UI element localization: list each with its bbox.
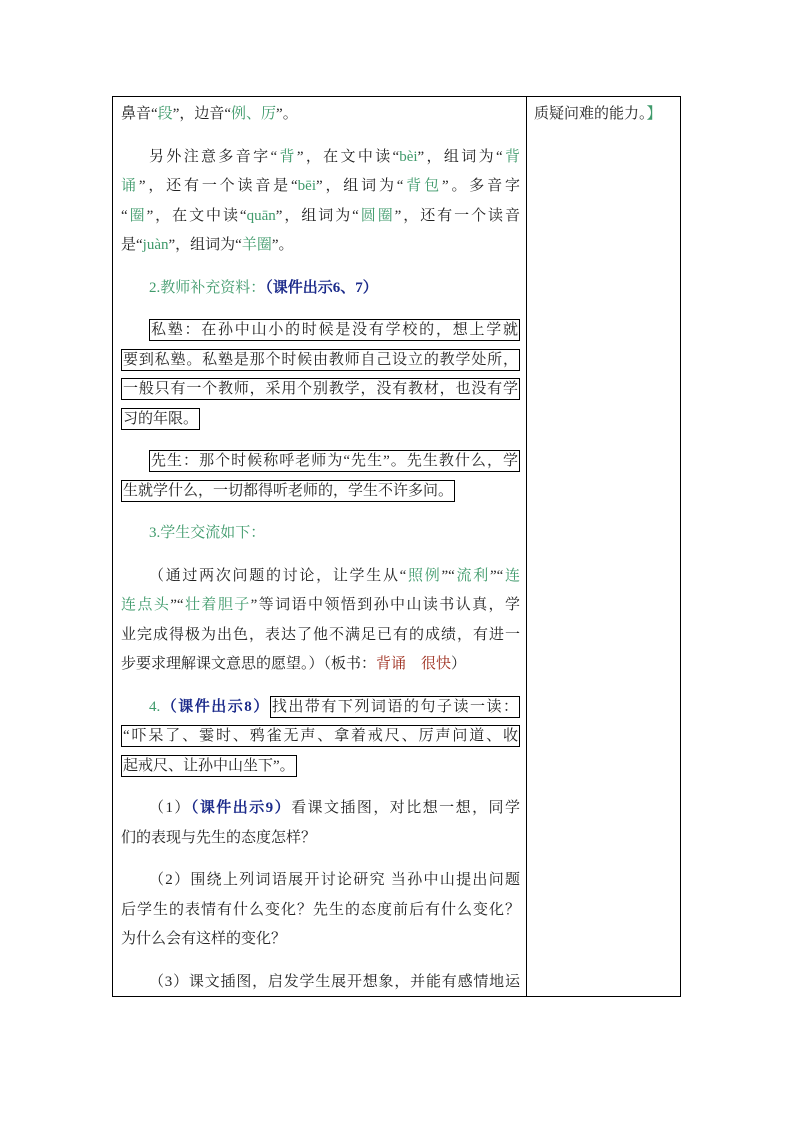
vocabulary-reading-task (121, 693, 520, 782)
highlighted-term: 连点头 (121, 597, 171, 613)
highlighted-term: 连 (503, 567, 520, 584)
text-segment: 为什么会有这样的变化？ (121, 931, 287, 947)
right-cell-line (534, 100, 676, 130)
discussion-summary-paragraph (121, 562, 520, 680)
text-line (121, 405, 520, 435)
text-segment: ”，在文中读“ (146, 207, 247, 224)
student-exchange-heading (121, 519, 520, 549)
boxed-text: 找出带有下列词语的句子读一读： (270, 696, 520, 718)
text-line (121, 274, 520, 304)
right-cell-text: 质疑问难的能力。 (534, 106, 647, 122)
boxed-text: “吓呆了、霎时、鸦雀无声、拿着戒尺、厉声问道、收 (121, 725, 520, 747)
text-line (121, 231, 520, 261)
pronunciation-note-paragraph (121, 100, 520, 130)
text-segment: （1） (149, 800, 191, 816)
text-segment: ”“ (170, 597, 184, 613)
text-segment: ”，还有一个读音是“ (138, 178, 298, 194)
text-segment: ”“ (441, 567, 455, 584)
highlighted-term: 3.学生交流如下： (149, 525, 266, 541)
text-segment: ”，在文中读“ (296, 148, 400, 165)
question-two (121, 866, 520, 955)
boxed-text: 生就学什么，一切都得听老师的，学生不许多问。 (121, 480, 455, 502)
text-line (121, 824, 520, 854)
courseware-reference: （课件出示6、7） (265, 279, 378, 296)
boxed-text: 起戒尺、让孙中山坐下”。 (121, 755, 297, 777)
text-segment: 步要求理解课文意思的愿望。）（板书： (121, 656, 377, 672)
highlighted-term: 圆圈 (358, 207, 395, 224)
highlighted-term: 照例 (406, 567, 442, 584)
highlighted-term: 壮着胆子 (183, 597, 251, 613)
text-line (121, 346, 520, 376)
text-segment: 是“ (121, 237, 143, 253)
courseware-reference: （课件出示9） (190, 800, 292, 816)
text-line (121, 591, 520, 621)
highlighted-term: bèi (399, 148, 418, 165)
question-three (121, 968, 520, 997)
highlighted-term: 流利 (454, 567, 490, 584)
text-line (121, 562, 520, 592)
text-segment: ”，组词为“ (315, 178, 404, 194)
highlighted-term: juàn (142, 237, 169, 253)
text-line (121, 621, 520, 651)
private-school-definition (121, 316, 520, 434)
text-segment: （2）围绕上列词语展开讨论研究 当孙中山提出问题 (149, 872, 520, 888)
boxed-text: 先生：那个时候称呼老师为“先生”。先生教什么，学 (149, 450, 520, 472)
highlighted-term: 段 (157, 106, 173, 122)
boxed-text: 一般只有一个教师，采用个别教学，没有教材，也没有学 (121, 378, 520, 400)
text-segment: ”等词语中领悟到孙中山读书认真，学 (250, 597, 520, 613)
boxed-text: 要到私塾。私塾是那个时候由教师自己设立的教学处所， (121, 349, 520, 371)
text-line (121, 477, 520, 507)
text-segment: （3）课文插图，启发学生展开想象，并能有感情地运 (149, 973, 520, 990)
courseware-reference: （课件出示8） (160, 698, 270, 715)
text-line (121, 752, 520, 782)
text-segment: ”“ (489, 567, 504, 584)
text-segment: ”，组词为“ (275, 207, 359, 224)
question-one (121, 794, 520, 853)
lesson-table (112, 96, 681, 997)
text-segment: ”。多音字 (441, 178, 520, 194)
text-line (121, 172, 520, 202)
text-line (121, 316, 520, 346)
text-segment: ） (451, 656, 467, 672)
highlighted-term: 背包 (403, 178, 442, 194)
highlighted-term: quān (246, 207, 276, 224)
highlighted-term: 圈 (127, 207, 147, 224)
highlighted-term: bēi (297, 178, 316, 194)
text-segment: ”。 (276, 106, 298, 122)
highlighted-term: 例、厉 (231, 106, 277, 122)
highlighted-term: 羊圈 (241, 237, 272, 253)
text-line (121, 693, 520, 723)
text-line (121, 447, 520, 477)
text-line (121, 202, 520, 232)
text-segment: ”，还有一个读音 (394, 207, 520, 224)
text-line (121, 896, 520, 926)
text-segment: 鼻音“ (121, 106, 158, 122)
blackboard-writing: 背诵 很快 (376, 656, 452, 672)
text-segment: （通过两次问题的讨论，让学生从“ (149, 567, 407, 584)
text-segment: 另外注意多音字“ (149, 148, 278, 165)
highlighted-term: 背 (502, 148, 520, 165)
text-segment: ”，组词为“ (417, 148, 503, 165)
text-line (121, 100, 520, 130)
highlighted-term: 2.教师补充资料： (149, 279, 266, 296)
highlighted-term: 4. (149, 698, 161, 715)
text-segment: 业完成得极为出色，表达了他不满足已有的成绩，有进一 (121, 626, 520, 643)
highlighted-term: 背 (277, 148, 297, 165)
text-segment: 们的表现与先生的态度怎样？ (121, 829, 317, 846)
text-line (121, 519, 520, 549)
polyphonic-characters-paragraph (121, 143, 520, 261)
text-segment: ”，边音“ (172, 106, 232, 122)
teacher-definition (121, 447, 520, 506)
text-segment: ”。 (271, 237, 294, 253)
text-line (121, 866, 520, 896)
text-segment: 看课文插图，对比想一想，同学 (291, 800, 520, 816)
boxed-text: 私塾：在孙中山小的时候是没有学校的，想上学就 (149, 319, 520, 341)
highlighted-term: 诵 (121, 178, 139, 194)
teacher-materials-heading (121, 274, 520, 304)
text-line (121, 794, 520, 824)
left-cell (113, 97, 527, 996)
text-line (121, 650, 520, 680)
text-line (121, 375, 520, 405)
text-line (121, 968, 520, 997)
text-segment: 后学生的表情有什么变化？先生的态度前后有什么变化？ (121, 901, 520, 918)
text-line (121, 925, 520, 955)
text-segment: “ (121, 207, 128, 224)
boxed-text: 习的年限。 (121, 408, 200, 430)
text-line (121, 722, 520, 752)
right-cell (527, 97, 680, 996)
text-segment: ”，组词为“ (168, 237, 242, 253)
text-line (121, 143, 520, 173)
closing-bracket: 】 (646, 106, 662, 122)
